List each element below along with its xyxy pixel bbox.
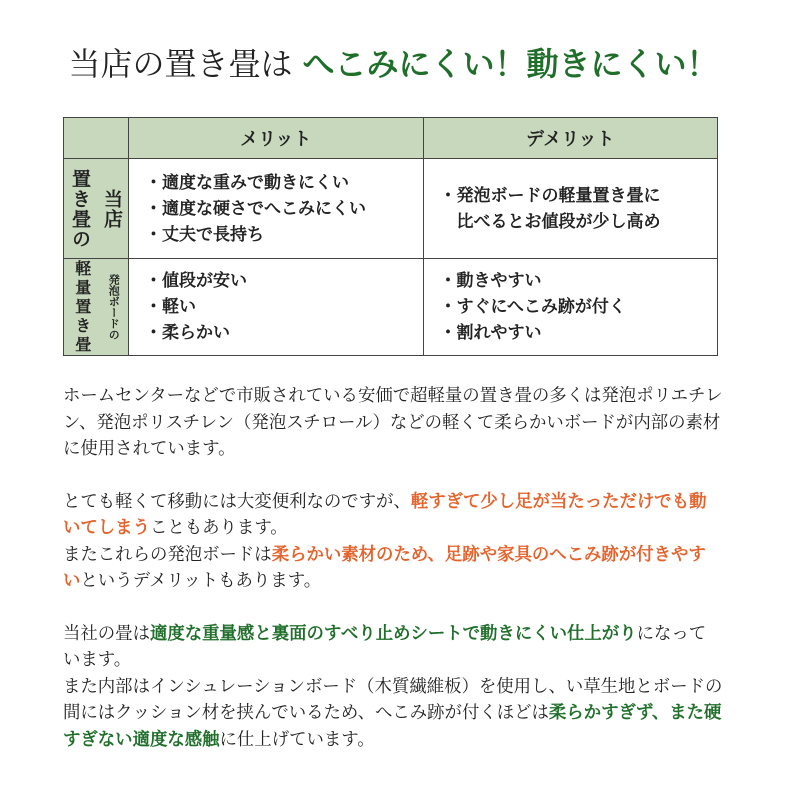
col-header-demerit: デメリット [423,118,718,159]
demerit-cell [423,159,718,259]
text-span: こともあります。 [149,518,288,538]
list-item: ・値段が安い [145,271,247,291]
text-span: また内部はインシュレーションボード（木質繊維板）を使用し、い草生地とボードの間にはクッション材を挟んでいるため、へこみ跡が付くほどは [63,676,723,723]
list-item: ・発泡ボードの軽量置き畳に [439,185,661,206]
table-row [64,159,718,259]
merit-cell [129,259,424,356]
highlight-green: 適度な重量感と裏面のすべり止めシートで動きにくい仕上がり [149,623,637,644]
list-item: ・割れやすい [439,323,542,343]
text-span: 当社の畳は [63,623,150,644]
list-item: ・軽い [145,297,196,317]
highlight-orange: 柔らかい素材のため、足跡や家具のへこみ跡が付きやすい [63,544,706,591]
paragraph-dent-marks [63,542,723,595]
highlight-green: 柔らかすぎず、また硬すぎない適度な感触 [63,703,722,750]
row-label-line: 当店 [101,188,123,229]
headline-plain: 当店の置き畳は [68,45,293,83]
list-item: ・すぐにへこみ跡が付く [439,297,626,317]
list-item: ・柔らかい [145,323,230,343]
list-item: ・動きやすい [439,271,542,291]
table-corner [64,118,129,159]
row-label-our-tatami [64,159,129,259]
row-label-line: 置き畳の [69,168,91,249]
paragraph-light-weight [63,489,723,542]
list-item: ・丈夫で長持ち [145,224,264,245]
list-item: 比べるとお値段が少し高め [456,211,661,232]
text-span: になっています。 [63,623,707,670]
row-label-line: 発泡ボードの [107,274,121,340]
paragraph-foam-description: ホームセンターなどで市販されている安価で超軽量の置き畳の多くは発泡ポリエチレン、発泡ポリスチレン（発泡スチロール）などの軽くて柔らかいボードが内部の素材に使用されています。 [63,386,723,459]
paragraph-inner-material [63,674,723,754]
comparison-table [63,117,718,356]
merit-cell [129,159,424,259]
body-text [63,383,723,753]
highlight-orange: 軽すぎて少し足が当たっただけでも動いてしまう [63,491,707,538]
table-row [64,259,718,356]
headline-accent: へこみにくい！動きにくい！ [302,45,719,83]
text-span: とても軽くて移動には大変便利なのですが、 [63,491,411,512]
demerit-cell [423,259,718,356]
text-span: に仕上げています。 [219,729,375,750]
paragraph-our-tatami [63,621,723,674]
headline [0,42,787,86]
list-item: ・適度な硬さでへこみにくい [145,198,366,219]
list-item: ・適度な重みで動きにくい [145,172,349,193]
row-label-line: 軽量置き畳 [72,259,92,355]
row-label-foam-tatami [64,259,129,356]
text-span: またこれらの発泡ボードは [63,544,272,565]
table-header-row [64,118,718,159]
col-header-merit: メリット [129,118,424,159]
text-span: というデメリットもあります。 [80,571,322,591]
